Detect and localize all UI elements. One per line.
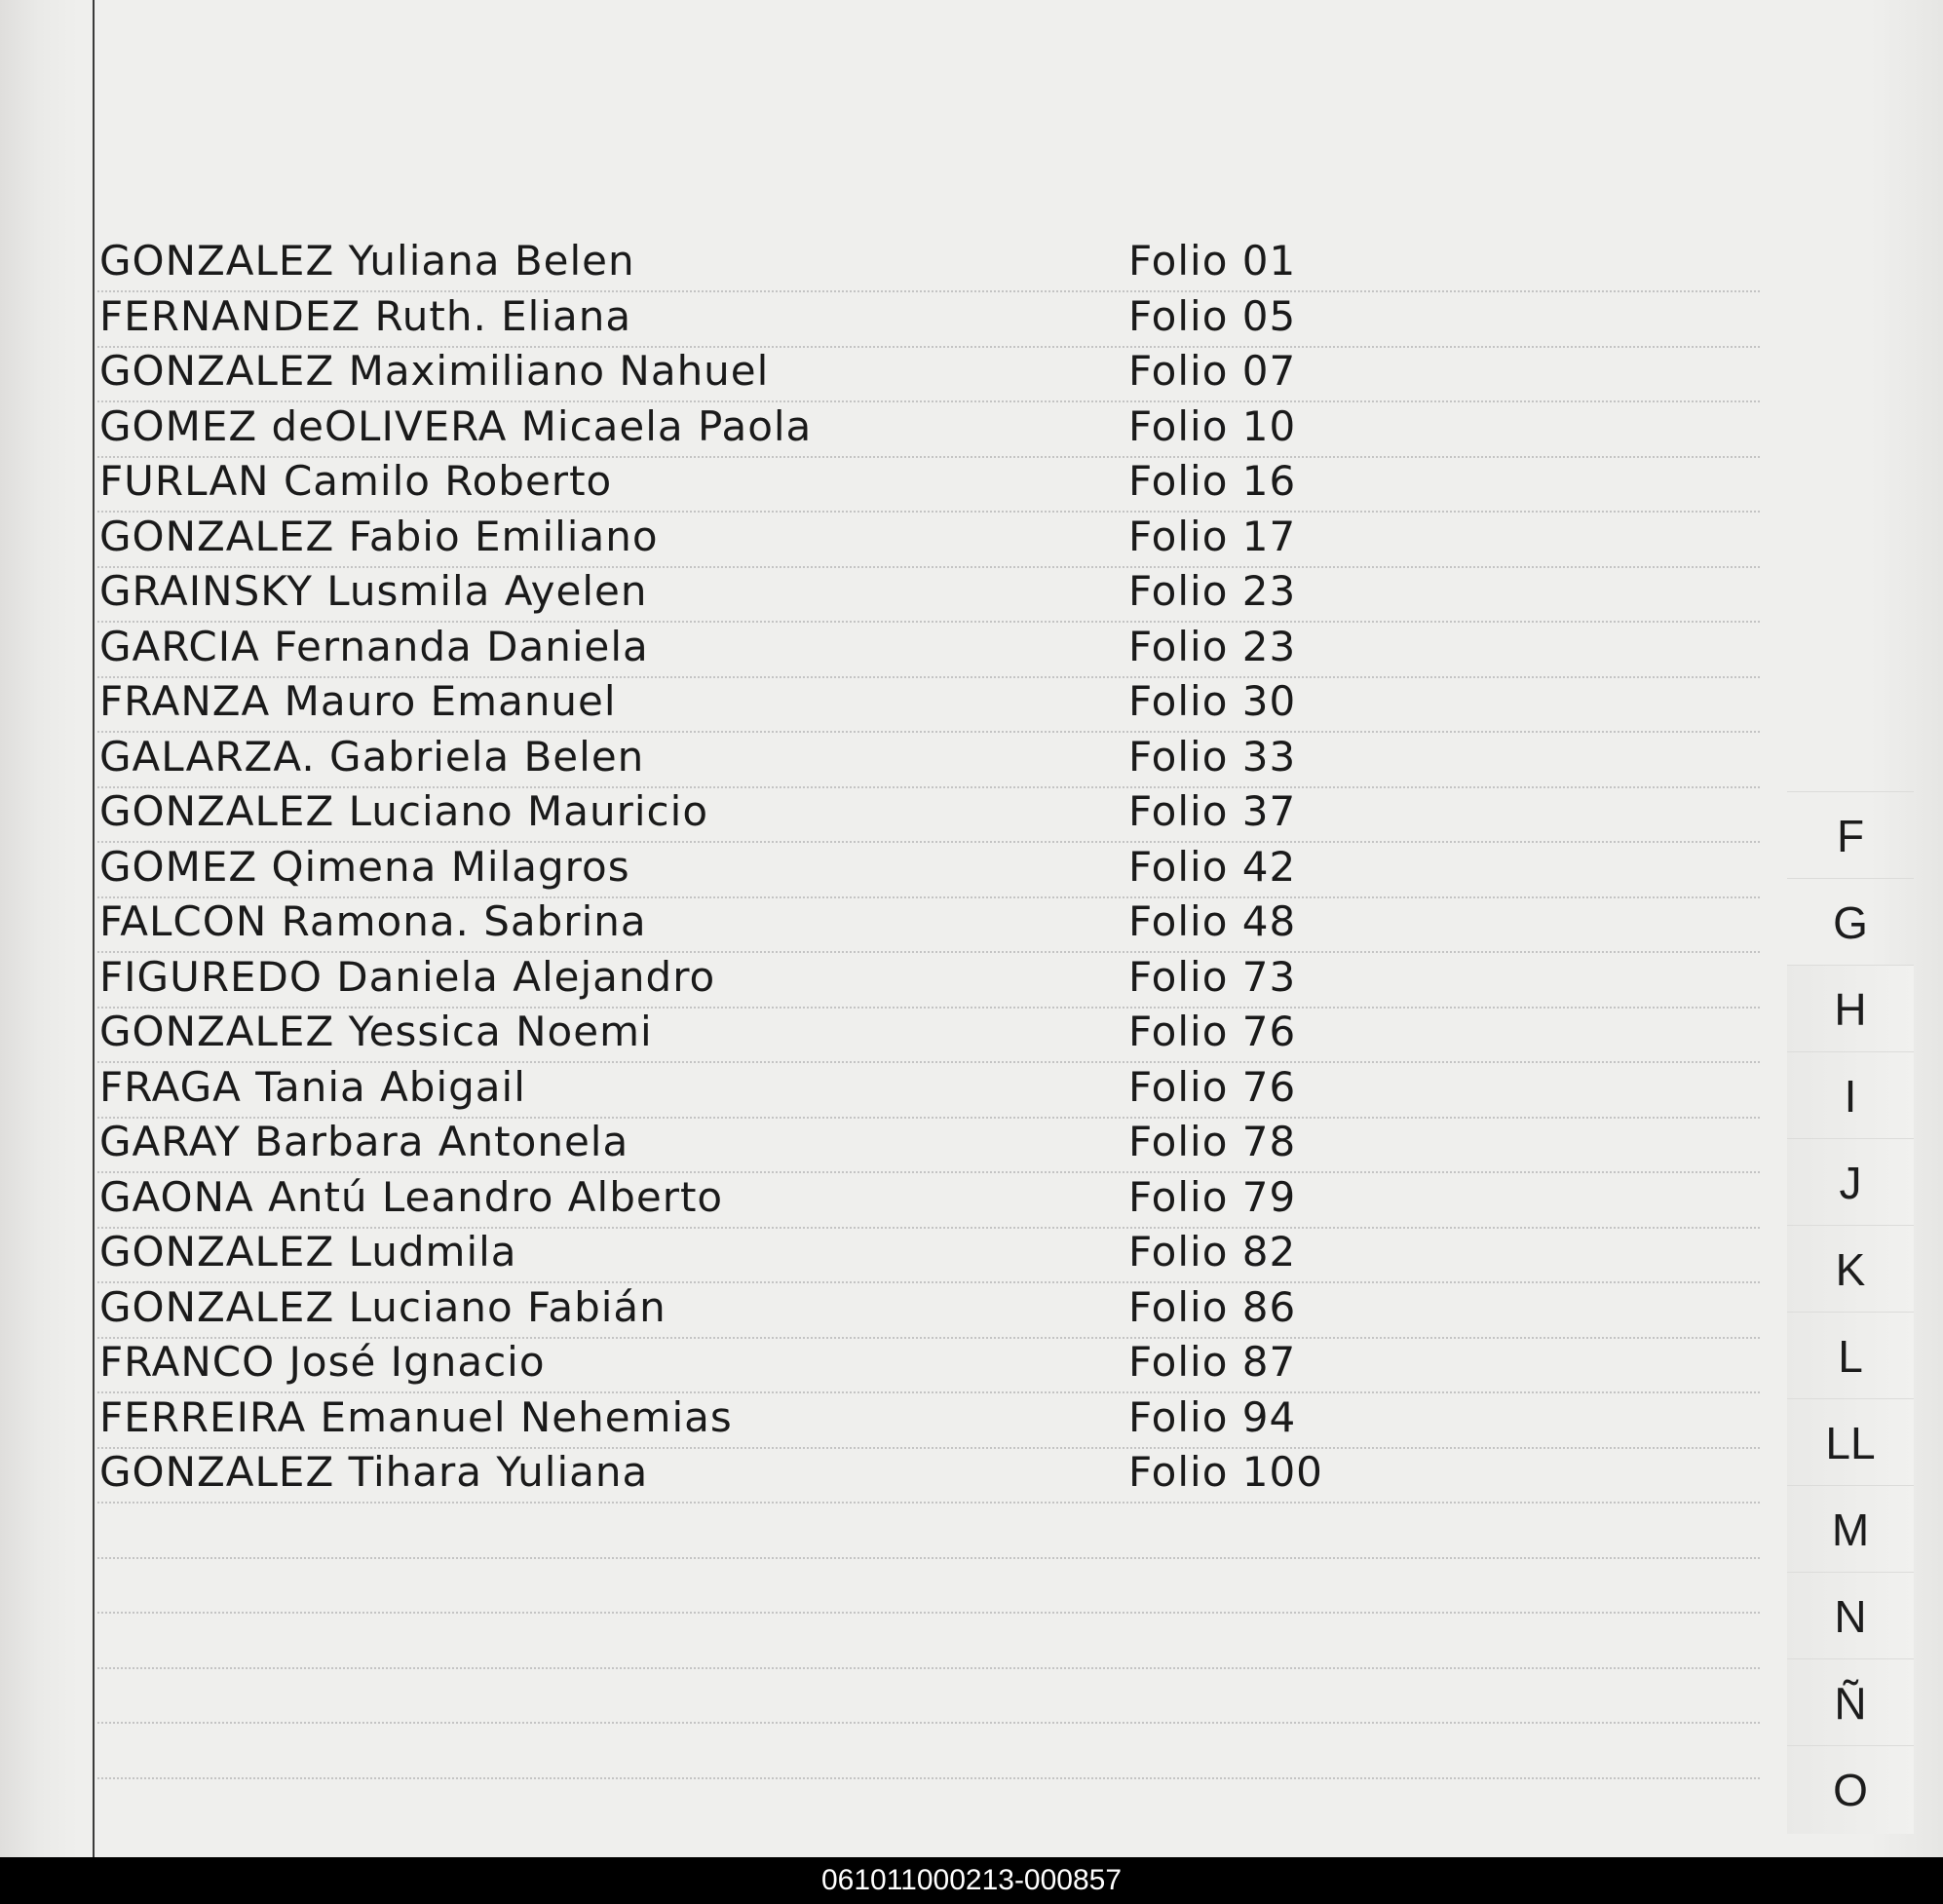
index-tab[interactable]	[1787, 1398, 1914, 1487]
entry-name: GONZALEZ Luciano Fabián	[99, 1283, 667, 1331]
register-entry	[0, 344, 1760, 399]
entry-name: GARCIA Fernanda Daniela	[99, 623, 649, 670]
index-tab[interactable]	[1787, 1745, 1914, 1834]
index-tab[interactable]	[1787, 1658, 1914, 1747]
index-tab-letter: K	[1835, 1244, 1866, 1295]
entry-folio: Folio 01	[1128, 237, 1297, 285]
entry-name: FRANZA Mauro Emanuel	[99, 677, 617, 725]
register-entry	[0, 1170, 1760, 1225]
entry-name: GRAINSKY Lusmila Ayelen	[99, 567, 648, 615]
entry-folio: Folio 23	[1128, 623, 1297, 670]
entry-name: GONZALEZ Yuliana Belen	[99, 237, 635, 285]
register-entry	[0, 234, 1760, 288]
entry-name: GOMEZ Qimena Milagros	[99, 843, 630, 891]
ruled-line	[97, 1722, 1760, 1724]
index-tab[interactable]	[1787, 878, 1914, 967]
document-code: 061011000213-000857	[820, 1864, 1123, 1896]
register-entry	[0, 730, 1760, 784]
entry-folio: Folio 48	[1128, 897, 1297, 945]
index-tab[interactable]	[1787, 1572, 1914, 1660]
entry-folio: Folio 05	[1128, 292, 1297, 340]
register-entry	[0, 400, 1760, 454]
register-entry	[0, 454, 1760, 509]
register-entry	[0, 784, 1760, 839]
index-tab[interactable]	[1787, 1051, 1914, 1140]
entry-name: GONZALEZ Fabio Emiliano	[99, 513, 659, 560]
register-entry	[0, 1390, 1760, 1445]
entry-folio: Folio 30	[1128, 677, 1297, 725]
entry-folio: Folio 82	[1128, 1228, 1297, 1276]
entry-folio: Folio 16	[1128, 457, 1297, 505]
entry-folio: Folio 87	[1128, 1338, 1297, 1386]
entry-name: FURLAN Camilo Roberto	[99, 457, 613, 505]
entry-folio: Folio 37	[1128, 787, 1297, 835]
footer-bar	[0, 1857, 1943, 1904]
index-tab[interactable]	[1787, 1225, 1914, 1314]
entry-name: GAONA Antú Leandro Alberto	[99, 1173, 724, 1221]
index-tab-letter: H	[1834, 984, 1867, 1035]
register-entry	[0, 950, 1760, 1005]
entry-name: FIGUREDO Daniela Alejandro	[99, 953, 716, 1001]
entry-name: GALARZA. Gabriela Belen	[99, 733, 645, 781]
entry-name: GONZALEZ Maximiliano Nahuel	[99, 347, 770, 395]
index-tab-letter: F	[1836, 811, 1865, 861]
index-tab[interactable]	[1787, 1485, 1914, 1574]
entry-folio: Folio 73	[1128, 953, 1297, 1001]
register-entry	[0, 674, 1760, 729]
entry-folio: Folio 94	[1128, 1393, 1297, 1441]
index-tab-letter: LL	[1825, 1418, 1876, 1468]
ruled-line	[97, 1557, 1760, 1559]
entry-folio: Folio 10	[1128, 402, 1297, 450]
entry-folio: Folio 07	[1128, 347, 1297, 395]
index-tab-letter: J	[1839, 1158, 1862, 1208]
entry-folio: Folio 86	[1128, 1283, 1297, 1331]
entry-name: GOMEZ deOLIVERA Micaela Paola	[99, 402, 813, 450]
register-entry	[0, 1060, 1760, 1115]
index-tab-letter: O	[1833, 1765, 1868, 1815]
register-entry	[0, 620, 1760, 674]
index-tab[interactable]	[1787, 1138, 1914, 1227]
ruled-line	[97, 1502, 1760, 1504]
index-tab[interactable]	[1787, 1312, 1914, 1400]
index-tab-letter: M	[1831, 1504, 1870, 1555]
ruled-line	[97, 1667, 1760, 1669]
register-entry	[0, 1335, 1760, 1390]
entry-folio: Folio 100	[1128, 1448, 1323, 1496]
index-tab-letter: L	[1838, 1331, 1863, 1382]
entry-name: FRANCO José Ignacio	[99, 1338, 546, 1386]
entry-name: FRAGA Tania Abigail	[99, 1063, 526, 1111]
index-tab-letter: I	[1844, 1071, 1857, 1122]
entry-folio: Folio 33	[1128, 733, 1297, 781]
ruled-line	[97, 1777, 1760, 1779]
entry-folio: Folio 76	[1128, 1008, 1297, 1055]
register-entry	[0, 1115, 1760, 1169]
entry-name: GARAY Barbara Antonela	[99, 1118, 629, 1165]
entry-folio: Folio 17	[1128, 513, 1297, 560]
register-entry	[0, 1005, 1760, 1059]
entry-name: GONZALEZ Ludmila	[99, 1228, 517, 1276]
register-entry	[0, 1280, 1760, 1335]
register-entry	[0, 895, 1760, 949]
entry-name: GONZALEZ Yessica Noemi	[99, 1008, 653, 1055]
index-tab-letter: G	[1833, 897, 1868, 948]
ruled-line	[97, 1612, 1760, 1614]
register-entry	[0, 1445, 1760, 1500]
entry-folio: Folio 79	[1128, 1173, 1297, 1221]
entry-folio: Folio 76	[1128, 1063, 1297, 1111]
register-entry	[0, 289, 1760, 344]
entry-folio: Folio 42	[1128, 843, 1297, 891]
register-entry	[0, 840, 1760, 895]
entry-name: FALCON Ramona. Sabrina	[99, 897, 647, 945]
register-entry	[0, 1225, 1760, 1279]
entry-folio: Folio 78	[1128, 1118, 1297, 1165]
index-tab-letter: Ñ	[1834, 1678, 1867, 1729]
entry-folio: Folio 23	[1128, 567, 1297, 615]
entry-name: FERREIRA Emanuel Nehemias	[99, 1393, 733, 1441]
register-entry	[0, 510, 1760, 564]
register-entry	[0, 564, 1760, 619]
alphabet-index-tabs	[1787, 791, 1914, 1857]
index-tab[interactable]	[1787, 791, 1914, 880]
entry-name: GONZALEZ Luciano Mauricio	[99, 787, 709, 835]
index-tab-letter: N	[1834, 1591, 1867, 1642]
entry-name: GONZALEZ Tihara Yuliana	[99, 1448, 649, 1496]
index-tab[interactable]	[1787, 965, 1914, 1053]
entry-name: FERNANDEZ Ruth. Eliana	[99, 292, 632, 340]
